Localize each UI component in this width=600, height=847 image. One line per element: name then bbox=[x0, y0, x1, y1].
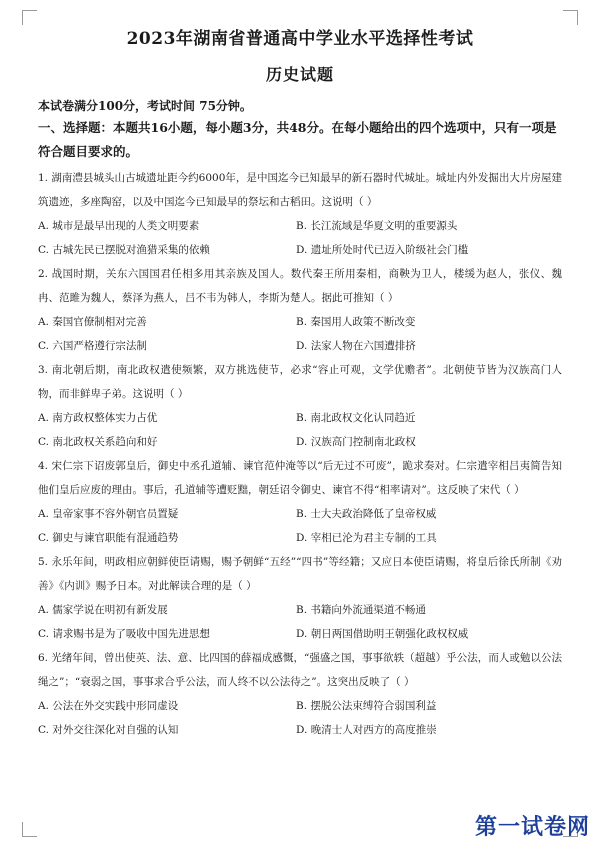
option-c: C. 御史与谏官职能有混通趋势 bbox=[38, 532, 179, 544]
crop-mark-bottom-left bbox=[22, 822, 37, 837]
option-a: A. 南方政权整体实力占优 bbox=[38, 412, 158, 424]
crop-mark-top-left bbox=[22, 10, 37, 25]
option-grid bbox=[38, 310, 562, 358]
option-c: C. 请求赐书是为了吸收中国先进思想 bbox=[38, 628, 210, 640]
exam-title: 2023年湖南省普通高中学业水平选择性考试 bbox=[126, 29, 474, 49]
question-stem: 2. 战国时期，关东六国国君任相多用其亲族及国人。数代秦王所用秦相，商鞅为卫人，楼缓为赵人，张仪、魏冉、范雎为魏人，蔡泽为燕人，吕不韦为韩人，李斯为楚人。据此可推知（ ） bbox=[38, 268, 562, 304]
crop-mark-top-right bbox=[563, 10, 578, 25]
option-grid bbox=[38, 406, 562, 454]
option-b: B. 摆脱公法束缚符合弱国利益 bbox=[296, 700, 437, 712]
option-c: C. 六国严格遵行宗法制 bbox=[38, 340, 147, 352]
question-stem: 6. 光绪年间，曾出使英、法、意、比四国的薛福成感慨，“强盛之国，事事欲轶（超越）乎公法，而人或勉以公法绳之”；“衰弱之国，事事求合乎公法，而人终不以公法待之”。这突出反映了（ ） bbox=[38, 652, 562, 688]
option-b: B. 书籍向外流通渠道不畅通 bbox=[296, 604, 426, 616]
option-a: A. 秦国官僚制相对完善 bbox=[38, 316, 147, 328]
option-b: B. 秦国用人政策不断改变 bbox=[296, 316, 416, 328]
option-d: D. 汉族高门控制南北政权 bbox=[296, 436, 416, 448]
question-5 bbox=[38, 550, 562, 646]
exam-page bbox=[38, 28, 562, 742]
option-d: D. 法家人物在六国遭排挤 bbox=[296, 340, 416, 352]
question-stem: 1. 湖南澧县城头山古城遗址距今约6000年，是中国迄今已知最早的新石器时代城址。城址内外发掘出大片房屋建筑遗迹，多座陶窑，以及中国迄今已知最早的祭坛和古稻田。这说明（ ） bbox=[38, 172, 562, 208]
option-d: D. 朝日两国借助明王朝强化政权权威 bbox=[296, 628, 469, 640]
question-6 bbox=[38, 646, 562, 742]
question-list bbox=[38, 166, 562, 742]
question-3 bbox=[38, 358, 562, 454]
question-stem: 4. 宋仁宗下诏废郭皇后，御史中丞孔道辅、谏官范仲淹等以“后无过不可废”，跪求奏对。仁宗遣宰相吕夷简告知他们皇后应废的理由。事后，孔道辅等遭贬黜，朝廷诏令御史、谏官不得“相率请对”。这反映了宋代（ ） bbox=[38, 460, 562, 496]
option-c: C. 南北政权关系趋向和好 bbox=[38, 436, 158, 448]
option-d: D. 遗址所处时代已迈入阶级社会门槛 bbox=[296, 244, 469, 256]
exam-subtitle: 历史试题 bbox=[265, 65, 334, 84]
option-a: A. 皇帝家事不容外朝官员置疑 bbox=[38, 508, 179, 520]
question-stem: 3. 南北朝后期，南北政权遣使频繁，双方挑选使节，必求“容止可观，文学优赡者”。北朝使节皆为汉族高门人物，而非鲜卑子弟。这说明（ ） bbox=[38, 364, 562, 400]
option-b: B. 南北政权文化认同趋近 bbox=[296, 412, 416, 424]
question-1 bbox=[38, 166, 562, 262]
option-grid bbox=[38, 214, 562, 262]
option-grid bbox=[38, 598, 562, 646]
option-a: A. 城市是最早出现的人类文明要素 bbox=[38, 220, 200, 232]
option-grid bbox=[38, 502, 562, 550]
question-2 bbox=[38, 262, 562, 358]
option-d: D. 宰相已沦为君主专制的工具 bbox=[296, 532, 437, 544]
option-a: A. 儒家学说在明初有新发展 bbox=[38, 604, 168, 616]
site-watermark-logo: 第一试卷网 bbox=[474, 815, 590, 840]
option-b: B. 长江流域是华夏文明的重要源头 bbox=[296, 220, 458, 232]
option-b: B. 士大夫政治降低了皇帝权威 bbox=[296, 508, 437, 520]
option-c: C. 古城先民已摆脱对渔猎采集的依赖 bbox=[38, 244, 210, 256]
question-4 bbox=[38, 454, 562, 550]
option-a: A. 公法在外交实践中形同虚设 bbox=[38, 700, 179, 712]
section-instructions: 一、选择题：本题共16小题，每小题3分，共48分。在每小题给出的四个选项中，只有一项是符合题目要求的。 bbox=[38, 120, 557, 159]
question-stem: 5. 永乐年间，明政相应朝鲜使臣请赐，赐予朝鲜“五经”“四书”等经籍；又应日本使臣请赐，将皇后徐氏所制《劝善》《内训》赐予日本。对此解读合理的是（ ） bbox=[38, 556, 562, 592]
option-d: D. 晚清士人对西方的高度推崇 bbox=[296, 724, 437, 736]
option-c: C. 对外交往深化对自强的认知 bbox=[38, 724, 179, 736]
exam-info: 本试卷满分100分，考试时间 75分钟。 bbox=[38, 99, 252, 113]
option-grid bbox=[38, 694, 562, 742]
